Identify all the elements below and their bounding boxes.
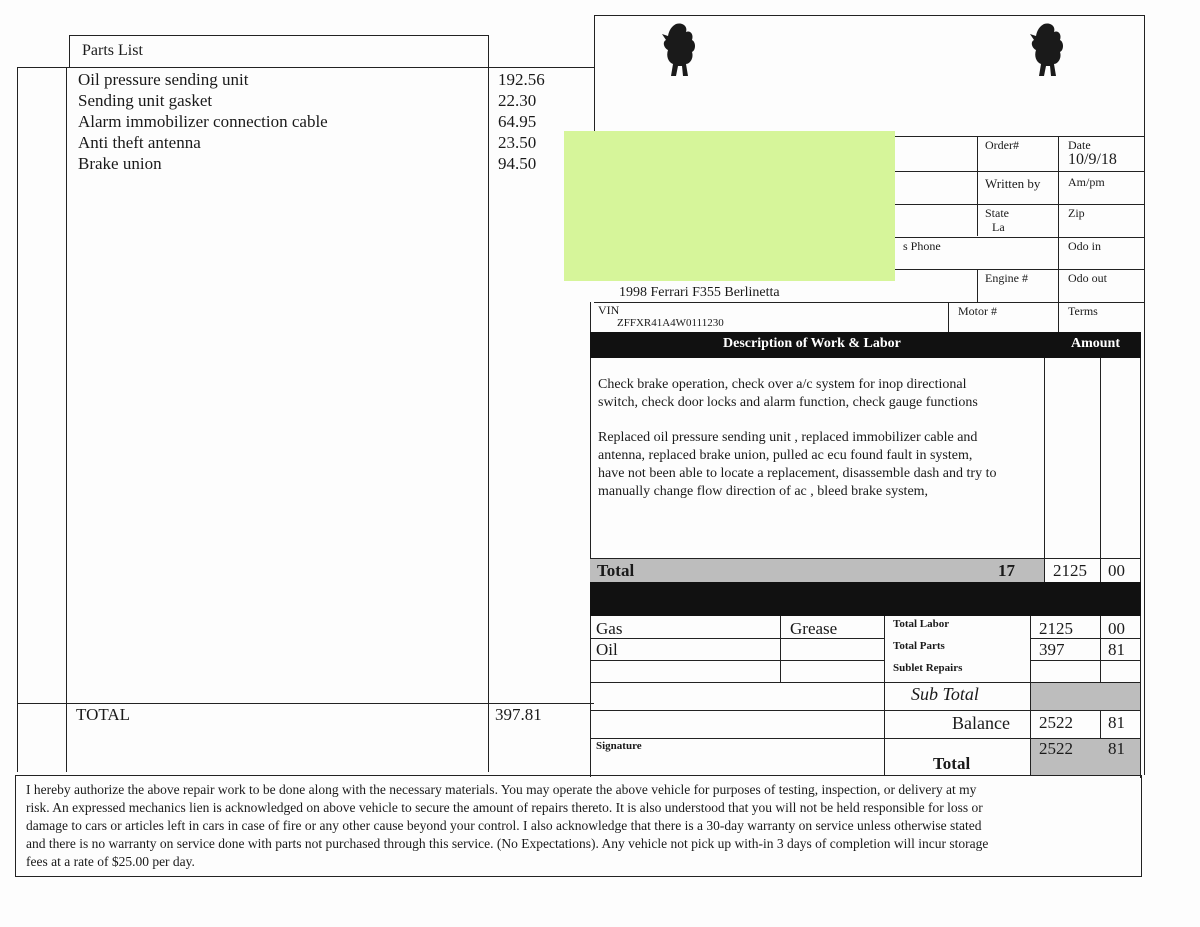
total-parts-dollars: 397 (1039, 640, 1065, 659)
oil-label: Oil (596, 640, 618, 659)
authorization-line: risk. An expressed mechanics lien is acknowledged on above vehicle to secure the amount of repairs thereto. It is also understood that you will not be held responsible for loss or (26, 800, 983, 815)
grease-label: Grease (790, 619, 838, 638)
work-line: Replaced oil pressure sending unit , replaced immobilizer cable and (598, 430, 978, 445)
prancing-horse-logo-right (1024, 20, 1072, 80)
subtotal-label: Sub Total (911, 684, 979, 704)
authorization-line: damage to cars or articles left in cars in case of fire or any other cause beyond your control. I also acknowledge that there is a 30-day warranty on service unless otherwise stated (26, 818, 982, 833)
work-line: Check brake operation, check over a/c system for inop directional (598, 377, 967, 392)
sublet-repairs-label: Sublet Repairs (893, 662, 963, 674)
authorization-box (15, 775, 1142, 877)
amount-header: Amount (1071, 336, 1121, 351)
ampm-label: Am/pm (1068, 175, 1105, 189)
parts-total-value: 397.81 (495, 705, 542, 724)
zip-label: Zip (1068, 206, 1085, 220)
vin-value: ZFFXR41A4W0111230 (617, 317, 724, 329)
vin-label: VIN (598, 303, 620, 317)
phone-label: s Phone (903, 239, 941, 253)
terms-label: Terms (1068, 304, 1098, 318)
odo-in-label: Odo in (1068, 239, 1101, 253)
part-name: Anti theft antenna (78, 133, 201, 152)
work-line: antenna, replaced brake union, pulled ac ecu found fault in system, (598, 448, 973, 463)
engine-label: Engine # (985, 271, 1028, 285)
part-price: 192.56 (498, 70, 545, 89)
work-total-label: Total (597, 561, 635, 580)
odo-out-label: Odo out (1068, 271, 1107, 285)
authorization-line: fees at a rate of $25.00 per day. (26, 854, 195, 869)
motor-label: Motor # (958, 304, 997, 318)
part-price: 94.50 (498, 154, 537, 173)
work-total-row (590, 558, 1045, 582)
vehicle-description: 1998 Ferrari F355 Berlinetta (619, 285, 780, 300)
state-label: State (985, 206, 1009, 220)
work-total-hours: 17 (998, 561, 1015, 580)
subtotal-shaded-cell (1031, 683, 1140, 710)
balance-cents: 81 (1108, 713, 1125, 732)
total-parts-label: Total Parts (893, 640, 945, 652)
state-value: La (992, 220, 1005, 234)
separator-bar (590, 582, 1141, 616)
authorization-line: and there is no warranty on service done with parts not purchased through this service. (No Expectations). Any vehicle not pick up with-in 3 days of completion will incur storage (26, 836, 989, 851)
gas-label: Gas (596, 619, 623, 638)
work-line: switch, check door locks and alarm function, check gauge functions (598, 395, 978, 410)
signature-label: Signature (596, 740, 642, 752)
work-total-cents: 00 (1108, 561, 1125, 580)
parts-total-label: TOTAL (76, 705, 131, 724)
grand-total-dollars: 2522 (1039, 739, 1073, 758)
balance-label: Balance (952, 713, 1010, 733)
order-number-label: Order# (985, 138, 1019, 152)
part-price: 23.50 (498, 133, 537, 152)
work-total-dollars: 2125 (1053, 561, 1087, 580)
description-header: Description of Work & Labor (723, 336, 901, 351)
grand-total-cents: 81 (1108, 739, 1125, 758)
part-price: 22.30 (498, 91, 537, 110)
work-line: have not been able to locate a replacement, disassemble dash and try to (598, 466, 997, 481)
total-labor-label: Total Labor (893, 618, 950, 630)
sticky-note (564, 131, 895, 281)
total-labor-cents: 00 (1108, 619, 1125, 638)
part-name: Oil pressure sending unit (78, 70, 249, 89)
total-parts-cents: 81 (1108, 640, 1125, 659)
work-line: manually change flow direction of ac , bleed brake system, (598, 484, 929, 499)
part-name: Brake union (78, 154, 162, 173)
part-name: Alarm immobilizer connection cable (78, 112, 328, 131)
parts-list-title: Parts List (82, 42, 143, 59)
date-value: 10/9/18 (1068, 151, 1117, 168)
total-labor-dollars: 2125 (1039, 619, 1073, 638)
written-by-label: Written by (985, 176, 1041, 191)
date-label: Date (1068, 138, 1091, 152)
balance-dollars: 2522 (1039, 713, 1073, 732)
part-price: 64.95 (498, 112, 537, 131)
grand-total-label: Total (933, 754, 971, 773)
part-name: Sending unit gasket (78, 91, 213, 110)
prancing-horse-logo-left (656, 20, 704, 80)
authorization-line: I hereby authorize the above repair work to be done along with the necessary materials. You may operate the above vehicle for purposes of testing, inspection, or delivery at my (26, 782, 977, 797)
